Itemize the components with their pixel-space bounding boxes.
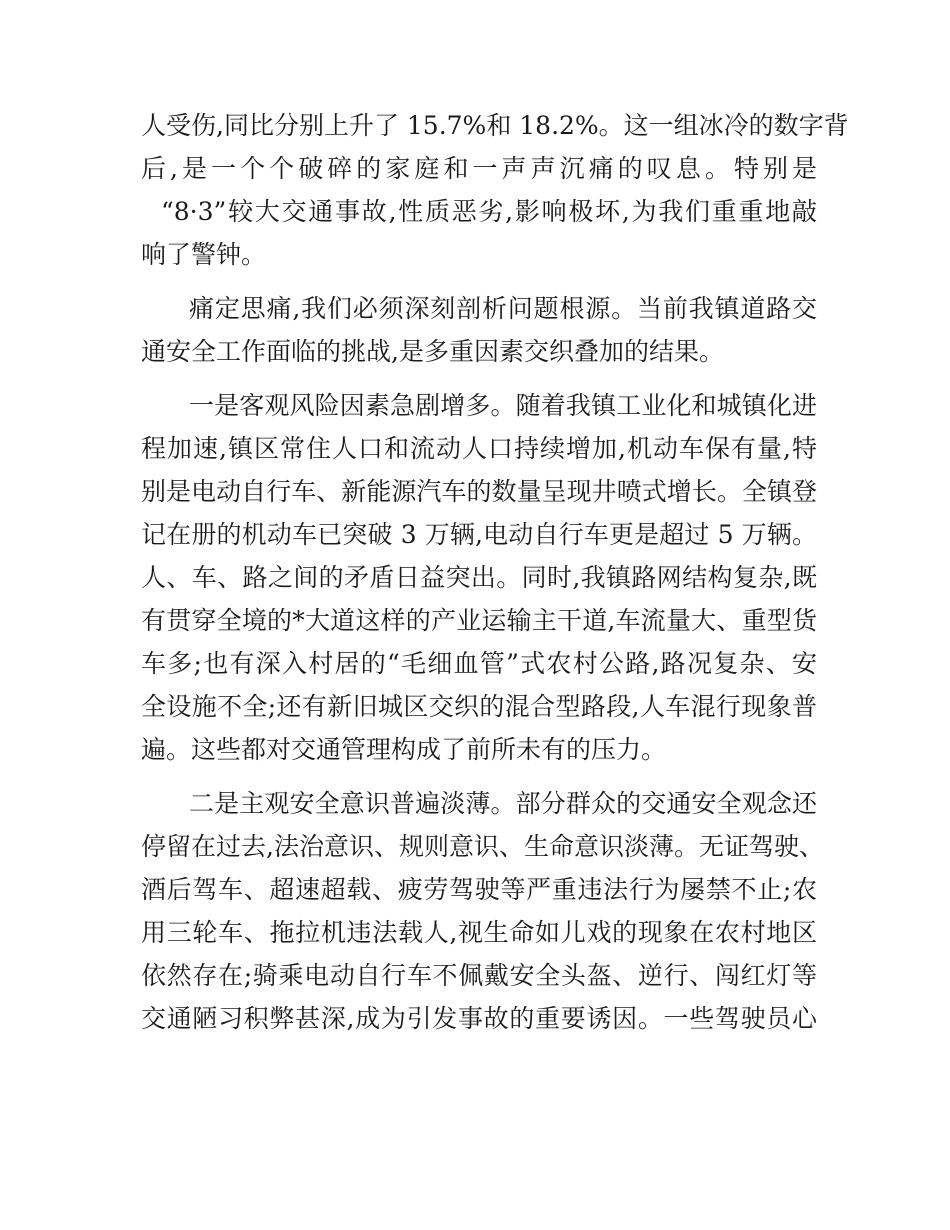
text-line: 遍。这些都对交通管理构成了前所未有的压力。	[141, 735, 667, 764]
text-line: 后,是一个个破碎的家庭和一声声沉痛的叹息。特别是	[141, 154, 817, 183]
text-line: 程加速,镇区常住人口和流动人口持续增加,机动车保有量,特	[141, 434, 817, 463]
text-line: 全设施不全;还有新旧城区交织的混合型路段,人车混行现象普	[141, 692, 817, 721]
text-line: 交通陋习积弊甚深,成为引发事故的重要诱因。一些驾驶员心	[141, 1004, 817, 1033]
text-line: “8·3”较大交通事故,性质恶劣,影响极坏,为我们重重地敲	[161, 197, 817, 226]
text-line: 痛定思痛,我们必须深刻剖析问题根源。当前我镇道路交	[189, 294, 817, 323]
text-line: 二是主观安全意识普遍淡薄。部分群众的交通安全观念还	[189, 789, 817, 818]
text-line: 记在册的机动车已突破 3 万辆,电动自行车更是超过 5 万辆。	[141, 520, 817, 549]
text-line: 一是客观风险因素急剧增多。随着我镇工业化和城镇化进	[189, 391, 817, 420]
text-line: 人、车、路之间的矛盾日益突出。同时,我镇路网结构复杂,既	[141, 563, 817, 592]
text-line: 停留在过去,法治意识、规则意识、生命意识淡薄。无证驾驶、	[141, 832, 824, 861]
paragraph-2	[141, 287, 817, 373]
paragraph-1	[141, 104, 849, 276]
text-line: 有贯穿全境的*大道这样的产业运输主干道,车流量大、重型货	[141, 606, 817, 635]
text-line: 依然存在;骑乘电动自行车不佩戴安全头盔、逆行、闯红灯等	[141, 961, 817, 990]
text-line: 通安全工作面临的挑战,是多重因素交织叠加的结果。	[141, 337, 724, 366]
paragraph-3	[141, 384, 817, 771]
document-body	[141, 104, 849, 1040]
text-line: 别是电动自行车、新能源汽车的数量呈现井喷式增长。全镇登	[141, 477, 817, 506]
text-line: 用三轮车、拖拉机违法载人,视生命如儿戏的现象在农村地区	[141, 918, 817, 947]
text-line: 车多;也有深入村居的“毛细血管”式农村公路,路况复杂、安	[141, 649, 817, 678]
text-line: 人受伤,同比分别上升了 15.7%和 18.2%。这一组冰冷的数字背	[141, 111, 849, 140]
text-line: 响了警钟。	[141, 240, 267, 269]
paragraph-4	[141, 782, 824, 1040]
text-line: 酒后驾车、超速超载、疲劳驾驶等严重违法行为屡禁不止;农	[141, 875, 817, 904]
